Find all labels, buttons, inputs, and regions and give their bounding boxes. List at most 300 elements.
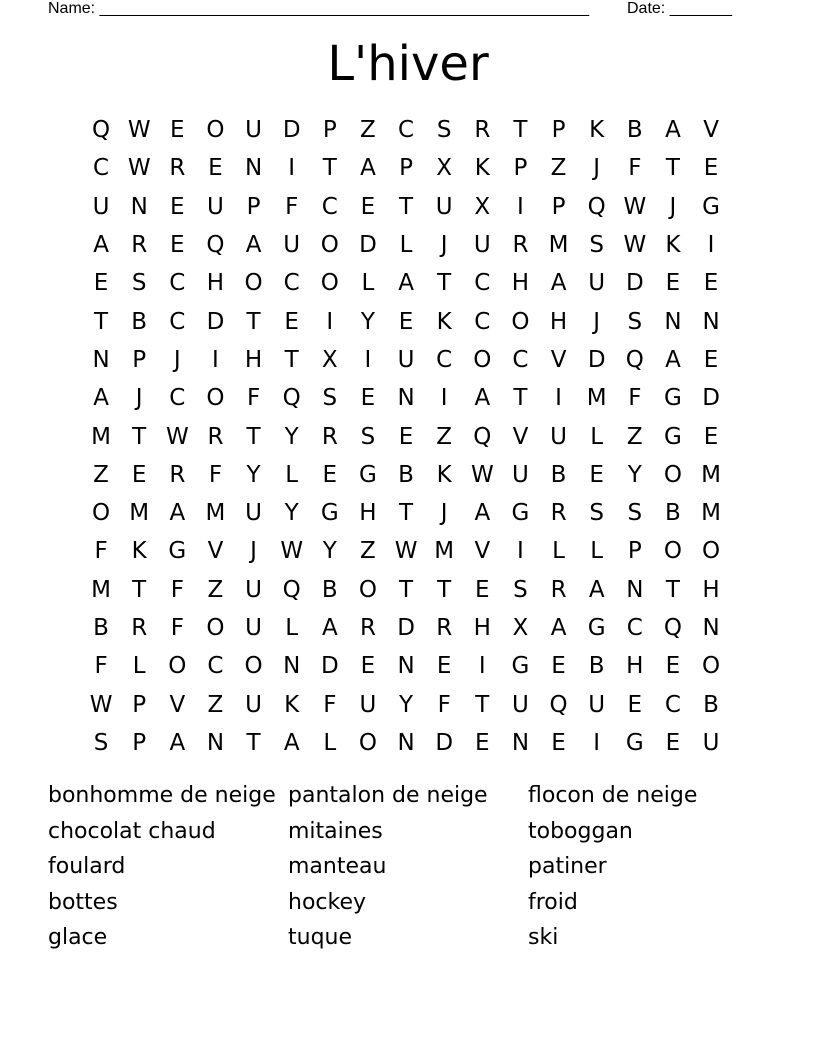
grid-letter: F <box>628 385 642 412</box>
grid-letter: T <box>399 193 414 220</box>
grid-letter: I <box>555 385 562 412</box>
grid-letter: I <box>364 346 372 373</box>
grid-letter: T <box>246 729 261 756</box>
grid-letter: O <box>473 346 492 373</box>
grid-letter: Q <box>282 576 301 603</box>
word-list-item: flocon de neige <box>528 783 698 808</box>
grid-letter: O <box>206 615 225 641</box>
grid-letter: V <box>474 538 491 565</box>
grid-letter: G <box>664 385 682 412</box>
word-list-item: glace <box>48 925 108 951</box>
grid-letter: A <box>360 155 376 182</box>
grid-letter: A <box>588 576 605 603</box>
grid-letter: F <box>285 193 299 220</box>
grid-letter: K <box>589 117 605 144</box>
grid-letter: U <box>702 729 720 756</box>
grid-letter: A <box>665 117 681 144</box>
grid-letter: S <box>360 423 376 450</box>
grid-letter: T <box>665 155 680 182</box>
grid-letter: I <box>593 729 601 756</box>
grid-letter: C <box>398 117 415 144</box>
grid-letter: T <box>246 308 261 335</box>
grid-letter: H <box>626 653 644 680</box>
grid-letter: E <box>665 270 681 297</box>
grid-letter: W <box>623 232 647 259</box>
name-field-label: Name: _______________________________________________________ <box>48 0 589 17</box>
grid-letter: U <box>550 423 567 450</box>
grid-letter: X <box>321 346 338 373</box>
grid-letter: O <box>702 653 721 680</box>
grid-letter: C <box>207 653 224 680</box>
word-list-item: mitaines <box>288 818 383 844</box>
grid-letter: C <box>283 270 300 297</box>
grid-letter: D <box>702 385 720 412</box>
grid-letter: Q <box>549 691 568 718</box>
grid-letter: D <box>397 615 415 641</box>
word-list-item: pantalon de neige <box>288 783 488 808</box>
grid-letter: M <box>91 423 111 450</box>
grid-letter: A <box>474 500 491 527</box>
grid-letter: Q <box>206 232 225 259</box>
date-field-label: Date: _______ <box>627 0 732 17</box>
grid-letter: U <box>283 232 301 259</box>
grid-letter: O <box>320 270 339 297</box>
grid-letter: S <box>627 500 643 527</box>
grid-letter: J <box>593 308 601 335</box>
grid-letter: E <box>627 691 643 718</box>
grid-letter: A <box>665 346 681 373</box>
grid-letter: Y <box>322 538 337 565</box>
grid-letter: B <box>626 117 643 144</box>
grid-letter: L <box>285 461 299 488</box>
grid-letter: L <box>323 729 337 756</box>
grid-letter: F <box>628 155 642 182</box>
grid-letter: Q <box>625 346 644 373</box>
grid-letter: S <box>93 729 109 756</box>
grid-letter: U <box>245 691 262 718</box>
grid-letter: U <box>245 615 262 641</box>
grid-letter: G <box>320 500 339 527</box>
grid-letter: T <box>94 308 109 335</box>
grid-letter: S <box>322 385 338 412</box>
grid-letter: T <box>399 576 414 603</box>
grid-letter: K <box>665 232 681 259</box>
grid-letter: P <box>246 193 261 220</box>
grid-letter: S <box>131 270 147 297</box>
grid-letter: R <box>359 615 376 641</box>
grid-letter: Y <box>246 461 261 488</box>
grid-letter: T <box>513 385 528 412</box>
grid-letter: R <box>169 461 186 488</box>
grid-letter: O <box>320 232 339 259</box>
grid-letter: U <box>512 461 529 488</box>
grid-letter: O <box>206 117 225 144</box>
grid-letter: A <box>550 270 567 297</box>
grid-letter: R <box>436 615 453 641</box>
grid-letter: C <box>664 691 681 718</box>
grid-letter: O <box>206 385 225 412</box>
grid-letter: U <box>245 500 262 527</box>
grid-letter: U <box>245 117 262 144</box>
grid-letter: U <box>588 691 606 718</box>
grid-letter: N <box>664 308 682 335</box>
grid-letter: Q <box>473 423 492 450</box>
grid-letter: A <box>169 729 186 756</box>
grid-letter: R <box>512 232 529 259</box>
grid-letter: M <box>434 538 455 565</box>
word-list-item: bonhomme de neige <box>48 783 276 808</box>
grid-letter: A <box>93 232 109 259</box>
grid-letter: O <box>244 653 263 680</box>
grid-letter: T <box>132 423 147 450</box>
grid-letter: N <box>244 155 263 182</box>
grid-letter: A <box>283 729 300 756</box>
grid-letter: E <box>360 193 376 220</box>
grid-letter: Q <box>92 117 111 144</box>
grid-letter: G <box>664 423 682 450</box>
grid-letter: P <box>551 193 566 220</box>
grid-letter: C <box>474 308 491 335</box>
grid-letter: E <box>360 385 376 412</box>
word-list <box>48 778 768 956</box>
grid-letter: W <box>623 193 647 220</box>
word-list-item: patiner <box>528 854 607 880</box>
grid-letter: E <box>93 270 109 297</box>
grid-letter: I <box>440 385 448 412</box>
page-title: L'hiver <box>327 36 489 92</box>
grid-letter: N <box>92 346 110 373</box>
grid-letter: B <box>398 461 414 488</box>
grid-letter: O <box>244 270 263 297</box>
grid-letter: X <box>436 155 453 182</box>
grid-letter: B <box>131 308 148 335</box>
grid-letter: Y <box>284 500 299 527</box>
grid-letter: N <box>206 729 225 756</box>
grid-letter: U <box>359 691 377 718</box>
grid-letter: K <box>284 691 300 718</box>
grid-letter: M <box>129 500 150 527</box>
grid-letter: E <box>322 461 338 488</box>
grid-letter: S <box>627 308 643 335</box>
grid-letter: W <box>89 691 113 718</box>
grid-letter: Z <box>360 538 376 565</box>
grid-letter: O <box>92 500 111 527</box>
grid-letter: R <box>131 615 148 641</box>
grid-letter: J <box>440 232 448 259</box>
grid-letter: U <box>512 691 529 718</box>
grid-letter: H <box>206 270 225 297</box>
grid-letter: U <box>397 346 415 373</box>
grid-letter: V <box>169 691 186 718</box>
grid-letter: T <box>665 576 680 603</box>
grid-letter: T <box>475 691 490 718</box>
grid-letter: N <box>397 729 415 756</box>
grid-letter: R <box>550 500 567 527</box>
grid-letter: L <box>285 615 299 641</box>
grid-letter: P <box>132 346 147 373</box>
grid-letter: F <box>94 538 108 565</box>
grid-letter: O <box>168 653 187 680</box>
grid-letter: V <box>207 538 224 565</box>
word-search-grid <box>82 111 730 762</box>
grid-letter: O <box>663 461 682 488</box>
grid-letter: V <box>550 346 567 373</box>
grid-letter: N <box>511 729 530 756</box>
grid-letter: W <box>470 461 494 488</box>
grid-letter: V <box>512 423 529 450</box>
grid-letter: E <box>703 155 719 182</box>
grid-letter: C <box>512 346 529 373</box>
header <box>48 0 768 20</box>
grid-letter: U <box>588 270 606 297</box>
grid-letter: H <box>359 500 377 527</box>
word-list-item: tuque <box>288 925 353 951</box>
grid-letter: K <box>131 538 147 565</box>
grid-letter: Z <box>207 576 224 603</box>
grid-letter: D <box>320 653 339 680</box>
grid-letter: T <box>284 346 299 373</box>
grid-letter: G <box>702 193 720 220</box>
grid-letter: A <box>550 615 567 641</box>
word-list-item: foulard <box>48 854 126 880</box>
grid-letter: G <box>511 653 530 680</box>
grid-letter: K <box>436 308 452 335</box>
grid-letter: C <box>169 385 186 412</box>
grid-letter: M <box>701 461 721 488</box>
grid-letter: S <box>589 232 604 259</box>
grid-letter: E <box>170 232 185 259</box>
grid-letter: C <box>321 193 338 220</box>
grid-letter: T <box>246 423 261 450</box>
grid-letter: R <box>207 423 224 450</box>
grid-letter: E <box>589 461 604 488</box>
grid-letter: E <box>475 576 490 603</box>
grid-letter: Y <box>399 691 414 718</box>
grid-letter: E <box>170 193 185 220</box>
grid-letter: W <box>280 538 304 565</box>
grid-letter: J <box>250 538 257 565</box>
grid-letter: X <box>512 615 529 641</box>
grid-letter: M <box>586 385 607 412</box>
grid-letter: Y <box>284 423 299 450</box>
grid-letter: E <box>551 653 566 680</box>
grid-letter: E <box>436 653 452 680</box>
grid-letter: G <box>587 615 606 641</box>
grid-letter: U <box>435 193 453 220</box>
grid-letter: T <box>322 155 337 182</box>
grid-letter: E <box>703 270 719 297</box>
grid-letter: A <box>398 270 414 297</box>
grid-letter: U <box>207 193 224 220</box>
word-list-item: hockey <box>288 889 367 915</box>
grid-letter: W <box>165 423 189 450</box>
grid-letter: O <box>702 538 721 565</box>
grid-letter: Z <box>550 155 567 182</box>
grid-letter: N <box>283 653 301 680</box>
grid-letter: Q <box>663 615 682 641</box>
grid-letter: S <box>436 117 452 144</box>
grid-letter: N <box>397 653 415 680</box>
grid-letter: H <box>511 270 530 297</box>
grid-letter: D <box>625 270 644 297</box>
grid-letter: P <box>627 538 642 565</box>
grid-letter: I <box>517 193 524 220</box>
grid-letter: A <box>321 615 338 641</box>
grid-letter: A <box>474 385 491 412</box>
grid-letter: C <box>474 270 491 297</box>
grid-letter: E <box>703 423 719 450</box>
grid-letter: B <box>588 653 605 680</box>
grid-letter: D <box>359 232 377 259</box>
grid-letter: E <box>703 346 719 373</box>
grid-letter: E <box>131 461 147 488</box>
grid-letter: F <box>170 615 184 641</box>
grid-letter: F <box>208 461 223 488</box>
grid-letter: C <box>626 615 643 641</box>
grid-letter: E <box>665 653 681 680</box>
grid-letter: E <box>360 653 376 680</box>
grid-letter: R <box>169 155 186 182</box>
grid-letter: O <box>663 538 682 565</box>
grid-letter: U <box>92 193 110 220</box>
grid-letter: R <box>321 423 338 450</box>
grid-letter: C <box>436 346 453 373</box>
grid-letter: K <box>436 461 452 488</box>
grid-letter: H <box>702 576 720 603</box>
grid-letter: K <box>474 155 490 182</box>
grid-letter: T <box>513 117 528 144</box>
grid-letter: C <box>169 308 186 335</box>
grid-letter: T <box>437 270 452 297</box>
grid-letter: F <box>437 691 451 718</box>
grid-letter: O <box>511 308 530 335</box>
grid-letter: G <box>511 500 530 527</box>
grid-letter: V <box>703 117 719 144</box>
grid-letter: O <box>358 729 377 756</box>
grid-letter: N <box>702 615 720 641</box>
grid-letter: Z <box>207 691 224 718</box>
grid-letter: E <box>665 729 681 756</box>
grid-letter: U <box>245 576 262 603</box>
grid-letter: H <box>473 615 491 641</box>
grid-letter: E <box>170 117 185 144</box>
grid-letter: Y <box>627 461 642 488</box>
grid-letter: L <box>590 423 604 450</box>
grid-letter: D <box>587 346 606 373</box>
word-list-item: froid <box>528 889 578 915</box>
grid-letter: L <box>132 653 146 680</box>
grid-letter: P <box>132 691 147 718</box>
grid-letter: B <box>550 461 567 488</box>
grid-letter: J <box>440 500 448 527</box>
grid-letter: B <box>665 500 681 527</box>
grid-letter: H <box>244 346 263 373</box>
word-list-item: toboggan <box>528 818 633 844</box>
grid-letter: E <box>398 423 414 450</box>
grid-letter: D <box>435 729 454 756</box>
grid-letter: E <box>208 155 223 182</box>
grid-letter: J <box>669 193 677 220</box>
grid-letter: O <box>358 576 377 603</box>
grid-letter: E <box>398 308 414 335</box>
grid-letter: F <box>323 691 337 718</box>
grid-letter: R <box>550 576 567 603</box>
grid-letter: R <box>474 117 491 144</box>
grid-letter: F <box>246 385 261 412</box>
grid-letter: L <box>361 270 375 297</box>
grid-letter: G <box>359 461 377 488</box>
grid-letter: P <box>513 155 528 182</box>
grid-letter: E <box>475 729 490 756</box>
grid-letter: I <box>326 308 334 335</box>
grid-letter: W <box>127 117 151 144</box>
grid-letter: P <box>322 117 337 144</box>
word-list-item: bottes <box>48 889 118 915</box>
grid-letter: M <box>91 576 111 603</box>
grid-letter: N <box>626 576 644 603</box>
grid-letter: A <box>169 500 186 527</box>
grid-letter: I <box>478 653 486 680</box>
grid-letter: I <box>707 232 715 259</box>
grid-letter: W <box>127 155 151 182</box>
grid-letter: Q <box>282 385 301 412</box>
grid-letter: Z <box>626 423 643 450</box>
grid-letter: E <box>284 308 299 335</box>
grid-letter: N <box>702 308 720 335</box>
grid-letter: B <box>321 576 338 603</box>
grid-letter: I <box>212 346 219 373</box>
grid-letter: C <box>93 155 110 182</box>
grid-letter: L <box>552 538 565 565</box>
grid-letter: P <box>132 729 147 756</box>
grid-letter: J <box>173 346 181 373</box>
grid-letter: Y <box>360 308 375 335</box>
grid-letter: P <box>551 117 566 144</box>
grid-letter: N <box>130 193 148 220</box>
grid-letter: A <box>245 232 262 259</box>
grid-letter: C <box>169 270 186 297</box>
grid-letter: M <box>701 500 721 527</box>
grid-letter: E <box>551 729 566 756</box>
grid-letter: T <box>399 500 414 527</box>
word-list-item: ski <box>528 925 559 951</box>
word-list-item: manteau <box>288 854 387 880</box>
grid-letter: I <box>288 155 296 182</box>
grid-letter: L <box>399 232 413 259</box>
grid-letter: S <box>589 500 604 527</box>
grid-letter: F <box>94 653 108 680</box>
grid-letter: G <box>168 538 187 565</box>
grid-letter: N <box>397 385 415 412</box>
word-list-item: chocolat chaud <box>48 818 216 844</box>
grid-letter: B <box>703 691 719 718</box>
grid-letter: W <box>394 538 418 565</box>
grid-letter: X <box>474 193 491 220</box>
grid-letter: P <box>399 155 413 182</box>
grid-letter: A <box>93 385 109 412</box>
grid-letter: T <box>132 576 147 603</box>
grid-letter: S <box>513 576 528 603</box>
grid-letter: I <box>517 538 524 565</box>
grid-letter: Z <box>360 117 376 144</box>
grid-letter: B <box>93 615 109 641</box>
grid-letter: M <box>548 232 569 259</box>
grid-letter: Q <box>587 193 606 220</box>
grid-letter: T <box>437 576 452 603</box>
grid-letter: D <box>206 308 225 335</box>
grid-letter: J <box>135 385 143 412</box>
grid-letter: J <box>593 155 601 182</box>
